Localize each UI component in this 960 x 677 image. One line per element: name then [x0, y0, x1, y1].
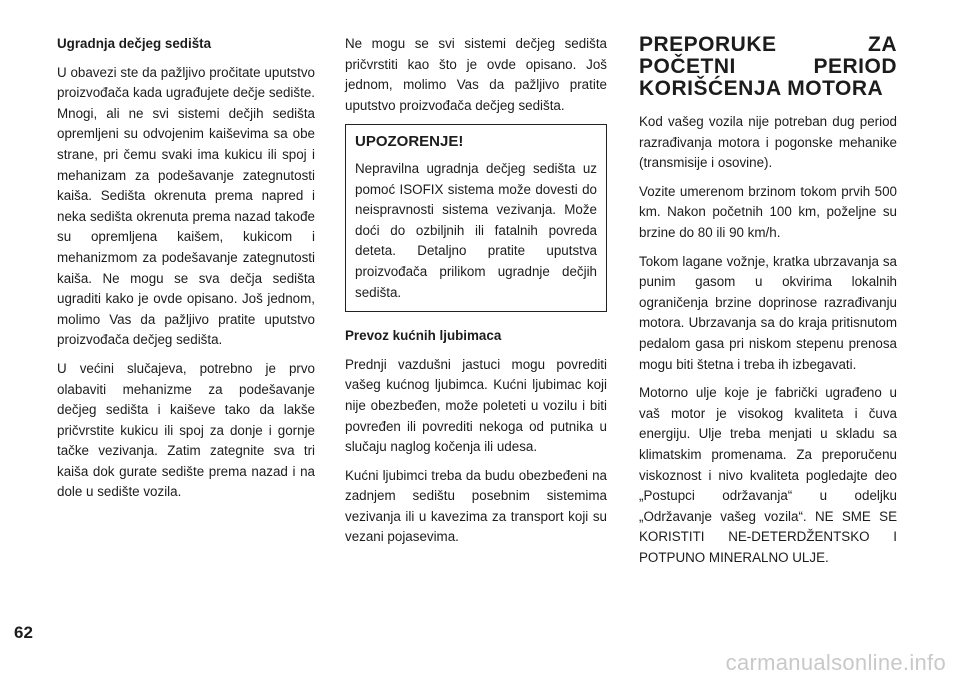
warning-box	[345, 124, 607, 312]
paragraph: Tokom lagane vožnje, kratka ubrzavanja sa punim gasom u okvirima lokalnih ograničenja brzine doprinose razrađivanju motora. Ubrzavanja sa do kraja pritisnutom pedalom gasa pri niskom stepenu prenosa mogu biti štetna i treba ih izbegavati.	[639, 253, 897, 372]
paragraph: Prednji vazdušni jastuci mogu povrediti vašeg kućnog ljubimca. Kućni ljubimac koji nije obezbeđen, može poleteti u vozilu i biti povređen ili povrediti nekoga od putnika u slučaju naglog kočenja ili udesa.	[345, 356, 607, 455]
watermark: carmanualsonline.info	[725, 650, 946, 675]
column-middle	[345, 34, 607, 556]
column-left	[57, 34, 315, 511]
paragraph: Motorno ulje koje je fabrički ugrađeno u vaš motor je visokog kvaliteta i čuva energiju. Ulje treba menjati u skladu sa klimatskim promenama. Za preporučenu viskoznost i nivo kvaliteta pogledajte deo „Postupci održavanja“ u odeljku „Održavanje vašeg vozila“. NE SME SE KORISTITI NE-DETERDŽENTSKO I POTPUNO MINERALNO ULJE.	[639, 385, 897, 565]
paragraph: U obavezi ste da pažljivo pročitate uputstvo proizvođača kada ugrađujete dečje sedište. Mnogi, ali ne svi sistemi dečjih sedišta opremljeni su odvojenim kaiševima sa obe strane, pri čemu svaki ima kukicu ili spoj i mehanizam za podešavanje zategnutosti kaiša. Sedišta okrenuta prema napred i neka sedišta okrenuta prema nazad takođe su opremljena kaišem, kukicom i mehanizmom za podešavanje zategnutosti kaiša. Ne mogu se sva dečja sedišta ugraditi kako je ovde opisano. Još jednom, molimo Vas da pažljivo pratite uputstvo proizvođača dečjeg sedišta.	[57, 64, 315, 348]
page-number: 62	[14, 623, 33, 642]
warning-text: Nepravilna ugradnja dečjeg sedišta uz pomoć ISOFIX sistema može dovesti do neispravnosti sistema vezivanja. Može doći do ozbiljnih ili fatalnih povreda deteta. Detaljno pratite uputstva proizvođača prilikom ugradnje dečjih sedišta.	[355, 160, 597, 300]
paragraph: U većini slučajeva, potrebno je prvo olabaviti mehanizme za podešavanje dečjeg sedišta i kaiševe tako da lakše pričvrstite kukicu ili spoj za donje i gornje tačke vezivanja. Zatim zategnite sva tri kaiša dok gurate sedište prema nazad i na dole u sedište vozila.	[57, 360, 315, 500]
paragraph: Kod vašeg vozila nije potreban dug period razrađivanja motora i pogonske mehanike (transmisije i osovine).	[639, 114, 897, 171]
paragraph: Kućni ljubimci treba da budu obezbeđeni na zadnjem sedištu posebnim sistemima vezivanja ili u kavezima za transport koji su vezani pojasevima.	[345, 467, 607, 545]
section-heading-pets: Prevoz kućnih ljubimaca	[345, 328, 502, 344]
paragraph: Vozite umerenom brzinom tokom prvih 500 km. Nakon početnih 100 km, poželjne su brzine do 80 ili 90 km/h.	[639, 183, 897, 240]
paragraph: Ne mogu se svi sistemi dečjeg sedišta pričvrstiti kao što je ovde opisano. Još jednom, molimo Vas da pažljivo pratite uputstvo proizvođača dečjeg sedišta.	[345, 36, 607, 113]
section-title-engine-break-in: PREPORUKE ZA POČETNI PERIOD KORIŠĆENJA MOTORA	[639, 33, 897, 100]
section-heading-child-seat: Ugradnja dečjeg sedišta	[57, 36, 212, 51]
column-right	[639, 34, 897, 576]
warning-title: UPOZORENJE!	[355, 133, 464, 151]
